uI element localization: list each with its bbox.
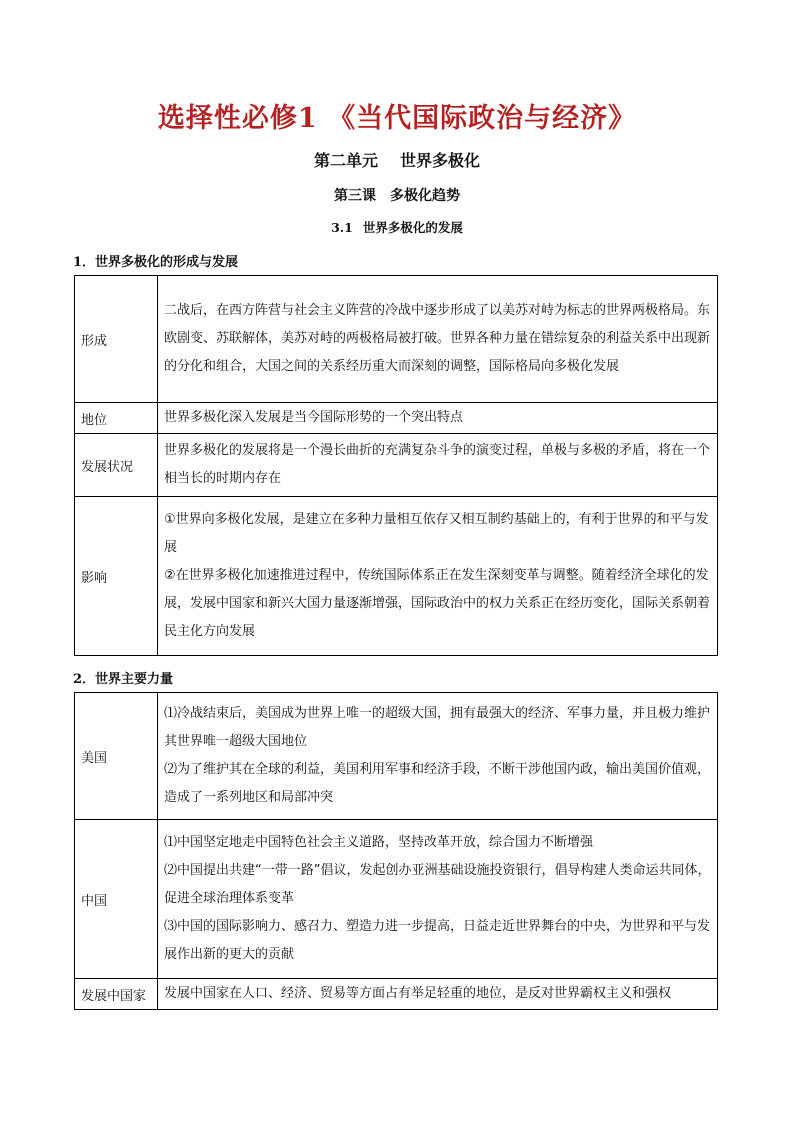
table-formation-development xyxy=(74,275,718,656)
row-paragraph: 世界多极化的发展将是一个漫长曲折的充满复杂斗争的演变过程，单极与多极的矛盾，将在一个相当长的时期内存在 xyxy=(164,443,711,486)
row-content xyxy=(158,403,718,434)
row-paragraph: ⑵中国提出共建“一带一路”倡议，发起创办亚洲基础设施投资银行，倡导构建人类命运共同体，促进全球治理体系变革 xyxy=(164,863,711,906)
row-label: 中国 xyxy=(75,820,158,979)
row-content xyxy=(158,434,718,497)
row-paragraph: ⑵为了维护其在全球的利益，美国利用军事和经济手段，不断干涉他国内政，输出美国价值观，造成了一系列地区和局部冲突 xyxy=(164,762,711,805)
row-paragraph: 发展中国家在人口、经济、贸易等方面占有举足轻重的地位，是反对世界霸权主义和强权 xyxy=(164,986,672,1001)
row-label: 地位 xyxy=(75,403,158,434)
row-paragraph: ⑶中国的国际影响力、感召力、塑造力进一步提高，日益走近世界舞台的中央，为世界和平与发展作出新的更大的贡献 xyxy=(164,919,711,962)
row-paragraph: 世界多极化深入发展是当今国际形势的一个突出特点 xyxy=(164,410,464,425)
row-label: 发展中国家 xyxy=(75,979,158,1010)
row-label: 发展状况 xyxy=(75,434,158,497)
row-paragraph: ⑴冷战结束后，美国成为世界上唯一的超级大国，拥有最强大的经济、军事力量，并且极力维护其世界唯一超级大国地位 xyxy=(164,706,711,749)
unit-number: 第二单元 xyxy=(313,151,378,170)
table-row xyxy=(75,693,718,820)
table-row xyxy=(75,497,718,656)
row-label: 形成 xyxy=(75,276,158,403)
table-major-powers xyxy=(74,692,718,1010)
section-number: 3.1 xyxy=(331,220,353,235)
unit-name: 世界多极化 xyxy=(400,151,481,170)
unit-title xyxy=(0,148,794,171)
row-content xyxy=(158,820,718,979)
table-row xyxy=(75,434,718,497)
row-content xyxy=(158,497,718,656)
table-row xyxy=(75,820,718,979)
row-paragraph: ⑴中国坚定地走中国特色社会主义道路，坚持改革开放，综合国力不断增强 xyxy=(164,835,594,850)
section-heading-major-powers: 2．世界主要力量 xyxy=(73,672,174,687)
row-content xyxy=(158,276,718,403)
document-main-title: 选择性必修1 《当代国际政治与经济》 xyxy=(157,103,637,134)
row-content xyxy=(158,979,718,1010)
section-title xyxy=(0,218,794,236)
row-content xyxy=(158,693,718,820)
row-paragraph: ②在世界多极化加速推进过程中，传统国际体系正在发生深刻变革与调整。随着经济全球化的发展，发展中国家和新兴大国力量逐渐增强，国际政治中的权力关系正在经历变化，国际关系朝着民主化方向发展 xyxy=(164,568,711,639)
section-heading-formation: 1．世界多极化的形成与发展 xyxy=(73,255,239,270)
table-row xyxy=(75,276,718,403)
lesson-name: 多极化趋势 xyxy=(390,188,460,204)
row-paragraph: ①世界向多极化发展，是建立在多种力量相互依存又相互制约基础上的，有利于世界的和平与发展 xyxy=(164,512,709,555)
row-label: 美国 xyxy=(75,693,158,820)
lesson-title xyxy=(0,185,794,205)
row-label: 影响 xyxy=(75,497,158,656)
table-row xyxy=(75,979,718,1010)
lesson-number: 第三课 xyxy=(334,188,376,204)
table-row xyxy=(75,403,718,434)
row-paragraph: 二战后，在西方阵营与社会主义阵营的冷战中逐步形成了以美苏对峙为标志的世界两极格局。东欧剧变、苏联解体，美苏对峙的两极格局被打破。世界各种力量在错综复杂的利益关系中出现新的分化和组合，大国之间的关系经历重大而深刻的调整，国际格局向多极化发展 xyxy=(164,303,711,374)
section-name: 世界多极化的发展 xyxy=(362,220,463,235)
